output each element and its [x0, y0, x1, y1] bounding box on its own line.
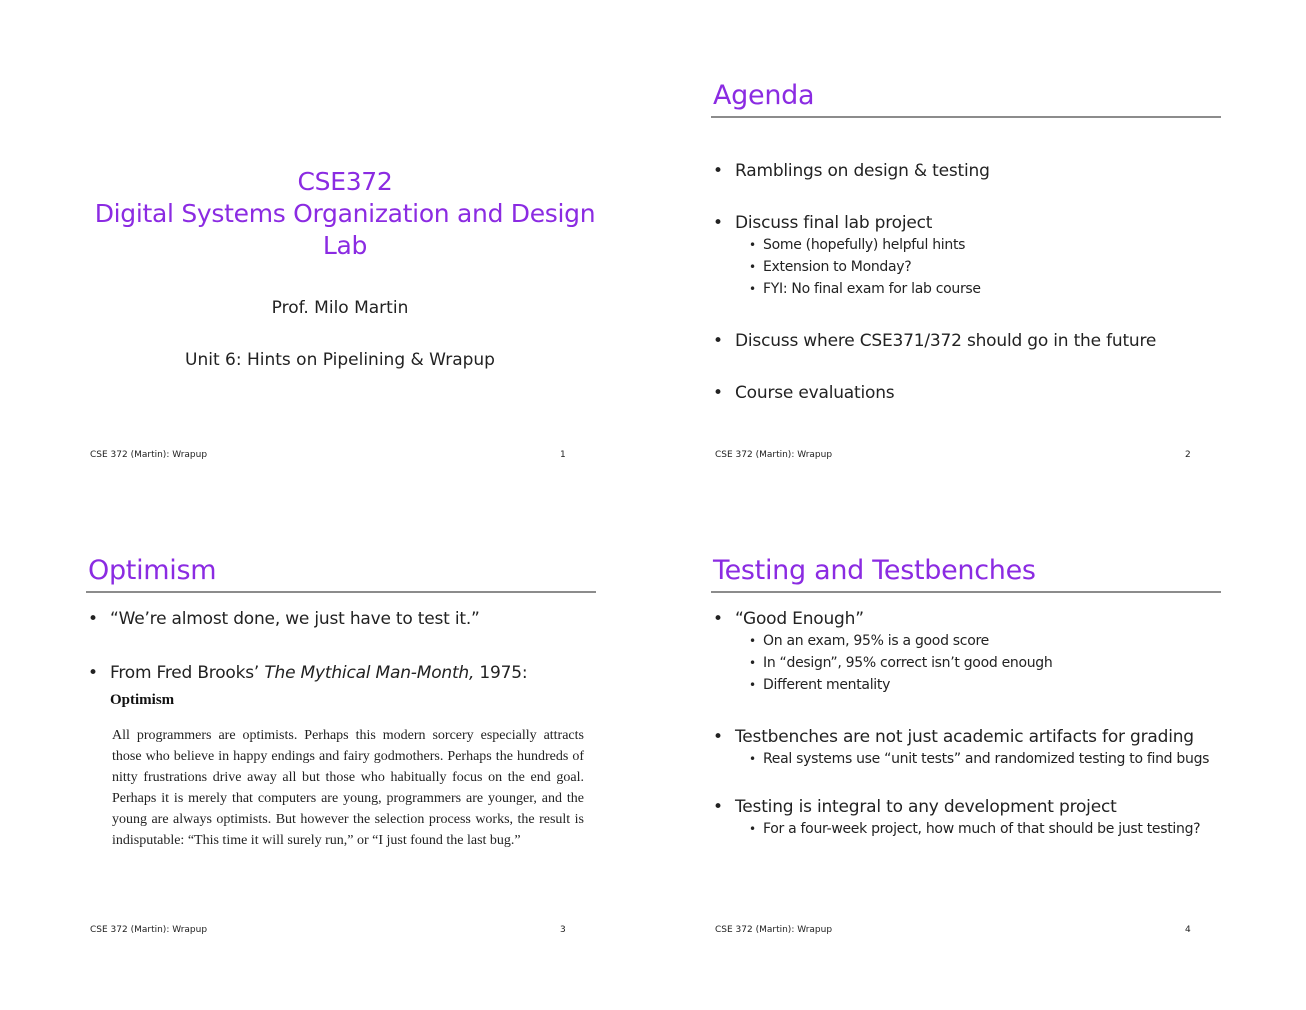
slide-title: Optimism	[88, 555, 217, 586]
sub-bullet: • FYI: No final exam for lab course	[749, 281, 981, 297]
slide-1-title	[80, 166, 610, 262]
sub-bullet: • Some (hopefully) helpful hints	[749, 237, 966, 253]
page-number: 2	[1185, 450, 1191, 460]
bullet-item: • Testbenches are not just academic artifacts for grading • Real systems use “unit tests” and randomized testing to find bugs	[713, 726, 1209, 770]
course-name-cont: Lab	[322, 231, 368, 260]
quote-text: All programmers are optimists. Perhaps this modern sorcery especially attracts those who believe in happy endings and fairy godmothers. Perhaps the hundreds of nitty frustrations drive away all but those who habitually focus on the end goal. Perhaps it is merely that computers are young, programmers are younger, and the young are always optimists. But however the selection process works, the result is indisputable: “This time it will surely run,” or “I just found the last bug.”	[112, 728, 584, 848]
page-number: 1	[560, 450, 566, 460]
quote-heading: Optimism	[110, 692, 175, 708]
bullet-item: • Ramblings on design & testing	[713, 161, 990, 181]
bullet-item: • Course evaluations	[713, 383, 895, 403]
title-rule	[86, 591, 596, 593]
slide-title: Agenda	[713, 80, 815, 111]
book-title: The Mythical Man-Month,	[264, 663, 475, 683]
sub-bullet: • On an exam, 95% is a good score	[749, 633, 989, 649]
bullet-item: • Discuss where CSE371/372 should go in the future	[713, 331, 1157, 351]
page-number: 3	[560, 925, 566, 935]
footer-label: CSE 372 (Martin): Wrapup	[90, 450, 208, 460]
sub-bullet: • Extension to Monday?	[749, 259, 912, 275]
unit-title: Unit 6: Hints on Pipelining & Wrapup	[185, 350, 495, 370]
bullet-item: • “We’re almost done, we just have to test it.”	[88, 609, 480, 629]
slide-4	[705, 535, 1265, 975]
sub-bullet: • For a four-week project, how much of that should be just testing?	[749, 821, 1201, 837]
footer-label: CSE 372 (Martin): Wrapup	[90, 925, 208, 935]
page-number: 4	[1185, 925, 1191, 935]
footer-label: CSE 372 (Martin): Wrapup	[715, 925, 833, 935]
bullet-item: • Discuss final lab project • Some (hopefully) helpful hints • Extension to Monday? • FYI: No final exam for lab course	[713, 212, 981, 300]
sub-bullet: • In “design”, 95% correct isn’t good enough	[749, 655, 1053, 671]
title-rule	[711, 116, 1221, 118]
author: Prof. Milo Martin	[271, 298, 409, 318]
sub-bullet: • Different mentality	[749, 677, 891, 693]
slide-3	[80, 535, 640, 975]
bullet-item: • “Good Enough” • On an exam, 95% is a good score • In “design”, 95% correct isn’t good enough • Different mentality	[713, 608, 1052, 696]
slide-title: Testing and Testbenches	[713, 555, 1036, 586]
footer-label: CSE 372 (Martin): Wrapup	[715, 450, 833, 460]
bullet-item: • From Fred Brooks’ The Mythical Man-Month, 1975:	[88, 663, 528, 683]
slide-1	[80, 60, 640, 500]
sub-bullet: • Real systems use “unit tests” and randomized testing to find bugs	[749, 751, 1210, 767]
bullet-item: • Testing is integral to any development project • For a four-week project, how much of that should be just testing?	[713, 796, 1200, 840]
course-code: CSE372	[297, 167, 393, 196]
course-name: Digital Systems Organization and Design	[94, 199, 596, 228]
title-rule	[711, 591, 1221, 593]
slide-2	[705, 60, 1265, 500]
